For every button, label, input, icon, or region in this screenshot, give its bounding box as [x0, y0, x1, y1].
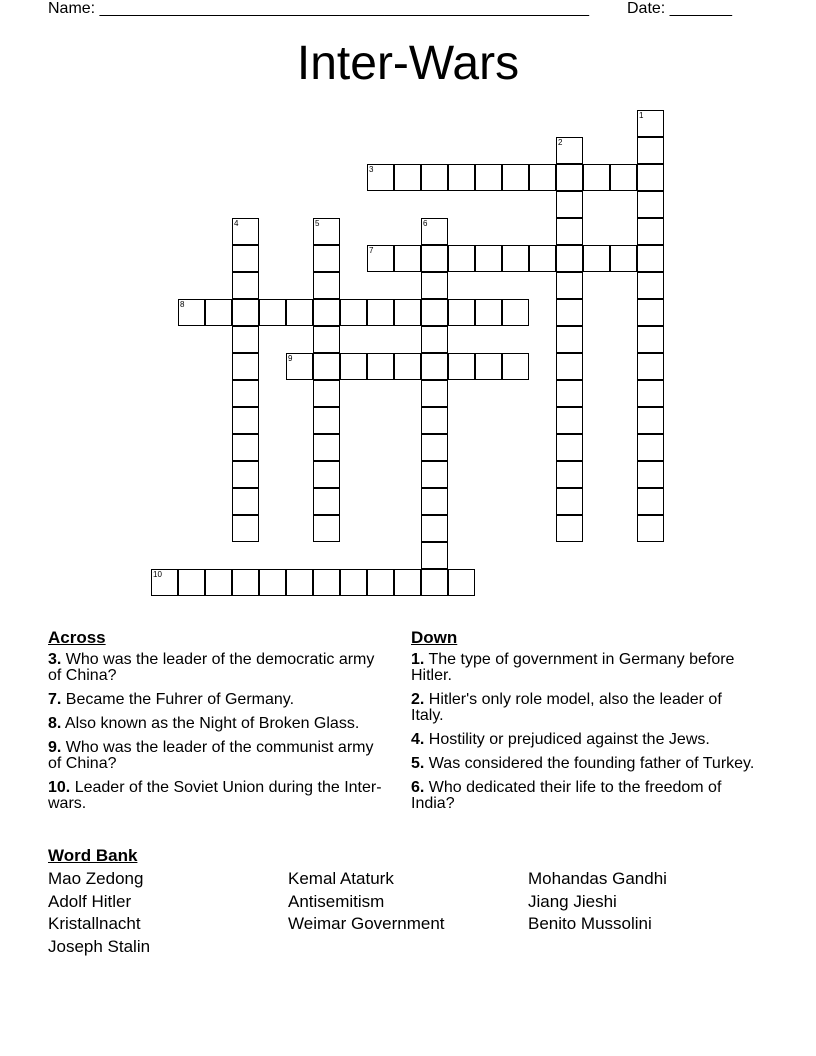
grid-cell[interactable]: [556, 326, 583, 353]
grid-cell[interactable]: [421, 299, 448, 326]
word-bank-heading: Word Bank: [48, 846, 138, 865]
grid-cell[interactable]: [448, 299, 475, 326]
grid-cell[interactable]: [232, 272, 259, 299]
grid-cell[interactable]: [421, 245, 448, 272]
grid-cell[interactable]: [529, 245, 556, 272]
grid-cell[interactable]: [475, 245, 502, 272]
grid-cell[interactable]: [232, 515, 259, 542]
grid-cell[interactable]: [637, 326, 664, 353]
grid-cell[interactable]: [556, 191, 583, 218]
grid-cell[interactable]: [637, 380, 664, 407]
across-heading: Across: [48, 628, 106, 647]
grid-cell[interactable]: [394, 164, 421, 191]
down-clue: [411, 652, 756, 684]
grid-cell[interactable]: [556, 272, 583, 299]
clue-number: 3.: [48, 651, 62, 668]
grid-cell[interactable]: [421, 326, 448, 353]
down-clue: [411, 780, 756, 812]
down-clue: [411, 692, 756, 724]
grid-cell[interactable]: [313, 569, 340, 596]
grid-cell[interactable]: [421, 434, 448, 461]
clue-number: 6.: [411, 779, 425, 796]
clue-text: Hostility or prejudiced against the Jews.: [424, 731, 710, 748]
grid-cell[interactable]: [637, 434, 664, 461]
grid-cell[interactable]: [367, 245, 394, 272]
clue-number-label: 10: [153, 570, 162, 579]
grid-cell[interactable]: [421, 407, 448, 434]
grid-cell[interactable]: [232, 245, 259, 272]
grid-cell[interactable]: [340, 299, 367, 326]
grid-cell[interactable]: [313, 326, 340, 353]
grid-cell[interactable]: [475, 353, 502, 380]
word-bank-list: [48, 868, 768, 958]
grid-cell[interactable]: [286, 299, 313, 326]
grid-cell[interactable]: [556, 218, 583, 245]
clue-number: 2.: [411, 691, 425, 708]
clue-text: Who was the leader of the communist army of China?: [48, 739, 374, 772]
grid-cell[interactable]: [232, 488, 259, 515]
grid-cell[interactable]: [313, 434, 340, 461]
grid-cell[interactable]: [232, 407, 259, 434]
clue-number: 5.: [411, 755, 425, 772]
grid-cell[interactable]: [637, 461, 664, 488]
down-clue: [411, 756, 756, 772]
clue-text: Was considered the founding father of Turkey.: [424, 755, 755, 772]
grid-cell[interactable]: [556, 245, 583, 272]
down-clue: [411, 732, 756, 748]
grid-cell[interactable]: [313, 353, 340, 380]
grid-cell[interactable]: [637, 245, 664, 272]
grid-cell[interactable]: [637, 110, 664, 137]
word-bank-item: Adolf Hitler: [48, 891, 132, 911]
clue-number-label: 6: [423, 219, 428, 228]
grid-cell[interactable]: [259, 569, 286, 596]
grid-cell[interactable]: [313, 218, 340, 245]
across-clue: [48, 740, 383, 772]
grid-cell[interactable]: [394, 353, 421, 380]
grid-cell[interactable]: [313, 380, 340, 407]
puzzle-title: Inter-Wars: [296, 37, 520, 90]
grid-cell[interactable]: [286, 569, 313, 596]
grid-cell[interactable]: [448, 569, 475, 596]
grid-cell[interactable]: [637, 137, 664, 164]
grid-cell[interactable]: [421, 515, 448, 542]
grid-cell[interactable]: [232, 326, 259, 353]
clue-number-label: 1: [639, 111, 644, 120]
grid-cell[interactable]: [367, 164, 394, 191]
grid-cell[interactable]: [556, 488, 583, 515]
grid-cell[interactable]: [421, 218, 448, 245]
grid-cell[interactable]: [556, 434, 583, 461]
grid-cell[interactable]: [394, 299, 421, 326]
word-bank-item: Kristallnacht: [48, 914, 141, 933]
grid-cell[interactable]: [178, 569, 205, 596]
clue-text: Became the Fuhrer of Germany.: [61, 691, 295, 708]
across-clues: [48, 628, 383, 820]
grid-cell[interactable]: [367, 299, 394, 326]
word-bank: [48, 846, 768, 958]
grid-cell[interactable]: [448, 245, 475, 272]
grid-cell[interactable]: [610, 245, 637, 272]
name-field-line: Name: _______________________________________________________: [48, 0, 589, 17]
grid-cell[interactable]: [313, 488, 340, 515]
grid-cell[interactable]: [475, 164, 502, 191]
clue-text: Who was the leader of the democratic army of China?: [48, 651, 375, 684]
grid-cell[interactable]: [556, 137, 583, 164]
grid-cell[interactable]: [556, 380, 583, 407]
grid-cell[interactable]: [232, 569, 259, 596]
clue-text: The type of government in Germany before Hitler.: [411, 651, 735, 684]
grid-cell[interactable]: [556, 299, 583, 326]
grid-cell[interactable]: [259, 299, 286, 326]
grid-cell[interactable]: [475, 299, 502, 326]
word-bank-item: Kemal Ataturk: [288, 869, 394, 888]
grid-cell[interactable]: [232, 461, 259, 488]
grid-cell[interactable]: [637, 218, 664, 245]
grid-cell[interactable]: [421, 461, 448, 488]
clue-number-label: 3: [369, 165, 374, 174]
grid-cell[interactable]: [313, 515, 340, 542]
down-clues: [411, 628, 756, 820]
grid-cell[interactable]: [421, 353, 448, 380]
date-field-line: Date: _______: [627, 0, 732, 17]
word-bank-item: Benito Mussolini: [528, 914, 652, 933]
grid-cell[interactable]: [286, 353, 313, 380]
clue-text: Hitler's only role model, also the leader of Italy.: [411, 691, 722, 724]
clue-number-label: 5: [315, 219, 320, 228]
grid-cell[interactable]: [637, 164, 664, 191]
grid-cell[interactable]: [421, 488, 448, 515]
grid-cell[interactable]: [502, 353, 529, 380]
across-clue: [48, 692, 383, 708]
clue-number: 4.: [411, 731, 425, 748]
across-clue: [48, 652, 383, 684]
grid-cell[interactable]: [421, 569, 448, 596]
grid-cell[interactable]: [205, 569, 232, 596]
down-heading: Down: [411, 628, 458, 647]
grid-cell[interactable]: [151, 569, 178, 596]
grid-cell[interactable]: [232, 380, 259, 407]
grid-cell[interactable]: [313, 461, 340, 488]
clue-number-label: 9: [288, 354, 293, 363]
across-clue: [48, 780, 383, 812]
grid-cell[interactable]: [448, 353, 475, 380]
grid-cell[interactable]: [394, 245, 421, 272]
grid-cell[interactable]: [178, 299, 205, 326]
clue-number-label: 2: [558, 138, 563, 147]
word-bank-item: Weimar Government: [288, 914, 445, 933]
grid-cell[interactable]: [502, 164, 529, 191]
grid-cell[interactable]: [313, 245, 340, 272]
grid-cell[interactable]: [367, 569, 394, 596]
grid-cell[interactable]: [367, 353, 394, 380]
grid-cell[interactable]: [394, 569, 421, 596]
clue-number: 9.: [48, 739, 62, 756]
clue-number-label: 8: [180, 300, 185, 309]
word-bank-item: Antisemitism: [288, 891, 385, 911]
clue-number-label: 4: [234, 219, 239, 228]
across-clue: [48, 716, 383, 732]
grid-cell[interactable]: [556, 164, 583, 191]
grid-cell[interactable]: [529, 164, 556, 191]
grid-cell[interactable]: [556, 461, 583, 488]
grid-cell[interactable]: [340, 569, 367, 596]
grid-cell[interactable]: [637, 488, 664, 515]
clue-number: 10.: [48, 779, 71, 796]
grid-cell[interactable]: [502, 245, 529, 272]
grid-cell[interactable]: [421, 272, 448, 299]
clue-number-label: 7: [369, 246, 374, 255]
grid-cell[interactable]: [637, 515, 664, 542]
grid-cell[interactable]: [313, 299, 340, 326]
grid-cell[interactable]: [232, 299, 259, 326]
grid-cell[interactable]: [610, 164, 637, 191]
grid-cell[interactable]: [637, 272, 664, 299]
grid-cell[interactable]: [232, 434, 259, 461]
word-bank-item: Mao Zedong: [48, 869, 144, 888]
grid-cell[interactable]: [340, 353, 367, 380]
clue-text: Who dedicated their life to the freedom of India?: [411, 779, 722, 812]
clue-text: Leader of the Soviet Union during the Inter-wars.: [48, 779, 382, 812]
grid-cell[interactable]: [313, 407, 340, 434]
grid-cell[interactable]: [583, 164, 610, 191]
grid-cell[interactable]: [502, 299, 529, 326]
grid-cell[interactable]: [421, 164, 448, 191]
grid-cell[interactable]: [637, 299, 664, 326]
grid-cell[interactable]: [637, 353, 664, 380]
grid-cell[interactable]: [637, 407, 664, 434]
word-bank-item: Jiang Jieshi: [528, 891, 617, 911]
grid-cell[interactable]: [583, 245, 610, 272]
clue-number: 7.: [48, 691, 62, 708]
grid-cell[interactable]: [556, 515, 583, 542]
clue-number: 8.: [48, 715, 62, 732]
word-bank-item: Mohandas Gandhi: [528, 869, 667, 888]
grid-cell[interactable]: [421, 542, 448, 569]
grid-cell[interactable]: [205, 299, 232, 326]
clue-number: 1.: [411, 651, 425, 668]
grid-cell[interactable]: [313, 272, 340, 299]
grid-cell[interactable]: [232, 353, 259, 380]
grid-cell[interactable]: [232, 218, 259, 245]
word-bank-item: Joseph Stalin: [48, 936, 151, 956]
grid-cell[interactable]: [556, 353, 583, 380]
grid-cell[interactable]: [556, 407, 583, 434]
grid-cell[interactable]: [637, 191, 664, 218]
clue-text: Also known as the Night of Broken Glass.: [61, 715, 360, 732]
grid-cell[interactable]: [421, 380, 448, 407]
grid-cell[interactable]: [448, 164, 475, 191]
